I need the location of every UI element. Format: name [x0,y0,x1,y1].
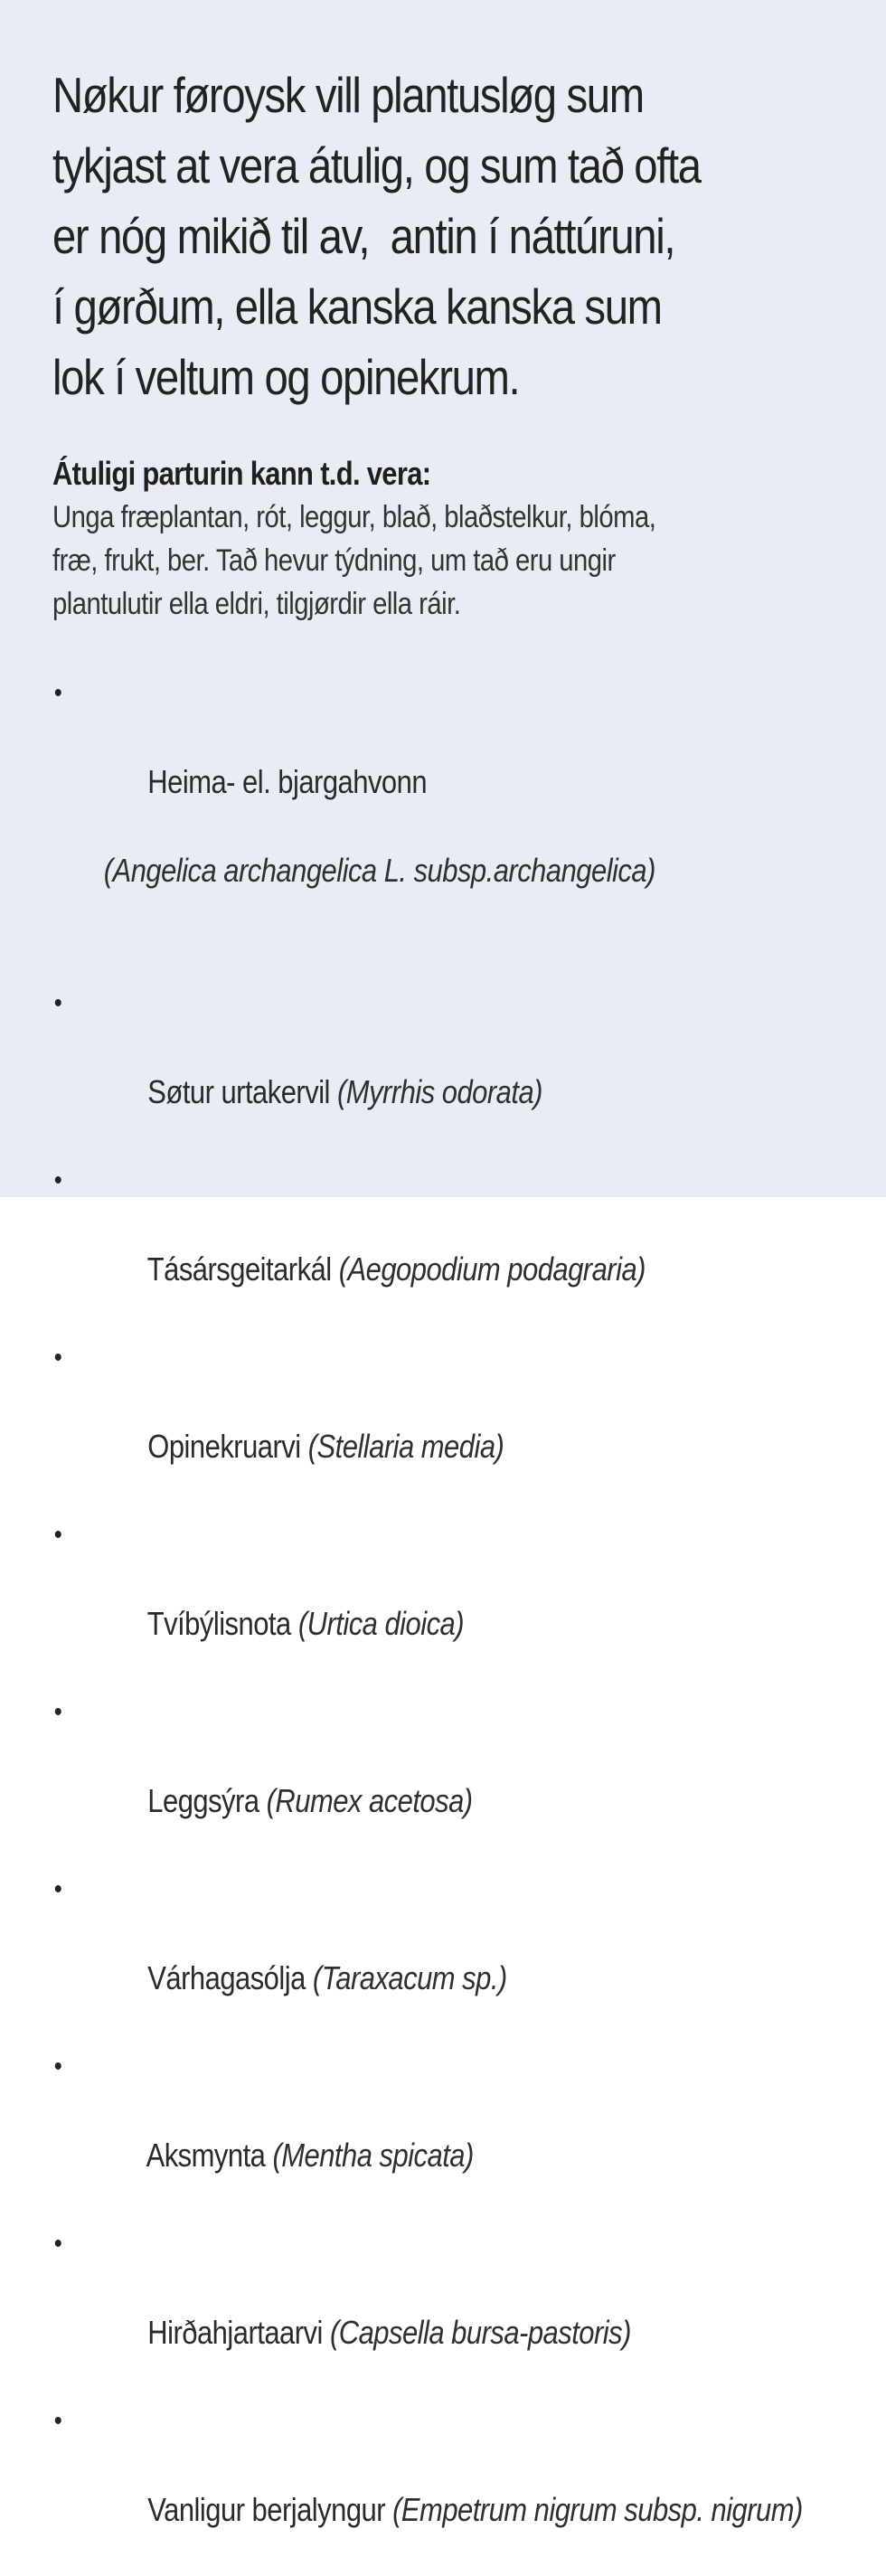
bullet-icon: • [53,2052,62,2081]
plant-latin-name: (Rumex acetosa) [266,1782,473,1819]
plant-list-item [52,1335,877,1513]
plant-list-item [52,981,877,1158]
bullet-icon: • [53,1874,62,1904]
plant-common-name: Várhagasólja [147,1959,306,1996]
body-line: fræ, frukt, ber. Tað hevur týdning, um tað eru ungir [52,543,616,578]
body-line: plantulutir ella eldri, tilgjørdir ella ráir. [52,587,461,621]
section-heading: Átuligi parturin kann t.d. vera: [52,455,431,492]
plant-latin-name: (Angelica archangelica L. subsp.archangelica) [103,852,655,889]
intro-line: lok í veltum og opinekrum. [52,349,520,405]
plant-latin-name: (Empetrum nigrum subsp. nigrum) [392,2491,803,2528]
plant-latin-name: (Capsella bursa-pastoris) [329,2314,631,2351]
plant-list-item [52,1690,877,1867]
bullet-icon: • [53,1165,62,1195]
section-body [52,495,830,626]
plant-list-item [52,671,877,981]
plant-common-name: Aksmynta [146,2137,266,2174]
intro-line: Nøkur føroysk vill plantusløg sum [52,67,644,123]
plant-list-item [52,1867,877,2044]
plant-latin-name: (Urtica dioica) [297,1605,465,1642]
bullet-icon: • [53,1520,62,1550]
plant-common-name: Leggsýra [147,1782,259,1819]
plant-common-name: Tvíbýlisnota [146,1605,291,1642]
edible-parts-section [52,452,830,626]
plant-common-name: Vanligur berjalyngur [147,2491,386,2528]
plant-list-item [52,2399,877,2576]
plant-list-item [52,1513,877,1690]
plant-common-name: Søtur urtakervil [147,1073,330,1110]
plant-common-name: Hirðahjartaarvi [147,2314,323,2351]
plant-common-name: Heima- el. bjargahvonn [147,763,428,800]
bullet-icon: • [53,988,62,1018]
plant-latin-name: (Myrrhis odorata) [337,1073,542,1110]
intro-line: er nóg mikið til av, antin í náttúruni, [52,208,675,264]
plant-list-item [52,1158,877,1335]
plant-list-item [52,2044,877,2222]
intro-paragraph [52,60,861,412]
plant-list [52,671,877,2576]
body-line: Unga fræplantan, rót, leggur, blað, blaðstelkur, blóma, [52,500,656,534]
plant-latin-name: (Aegopodium podagraria) [338,1250,646,1288]
intro-line: tykjast at vera átulig, og sum tað ofta [52,137,701,193]
bullet-icon: • [53,678,62,708]
intro-line: í gørðum, ella kanska kanska sum [52,278,662,335]
bullet-icon: • [53,1697,62,1727]
bullet-icon: • [53,2229,62,2259]
plant-latin-name: (Stellaria media) [307,1428,504,1465]
plant-list-item [52,2222,877,2399]
plant-common-name: Opinekruarvi [147,1428,301,1465]
plant-latin-name: (Taraxacum sp.) [312,1959,507,1996]
plant-latin-name: (Mentha spicata) [272,2137,474,2174]
bullet-icon: • [53,2406,62,2436]
plant-common-name: Tásársgeitarkál [146,1250,332,1288]
bullet-icon: • [53,1343,62,1373]
